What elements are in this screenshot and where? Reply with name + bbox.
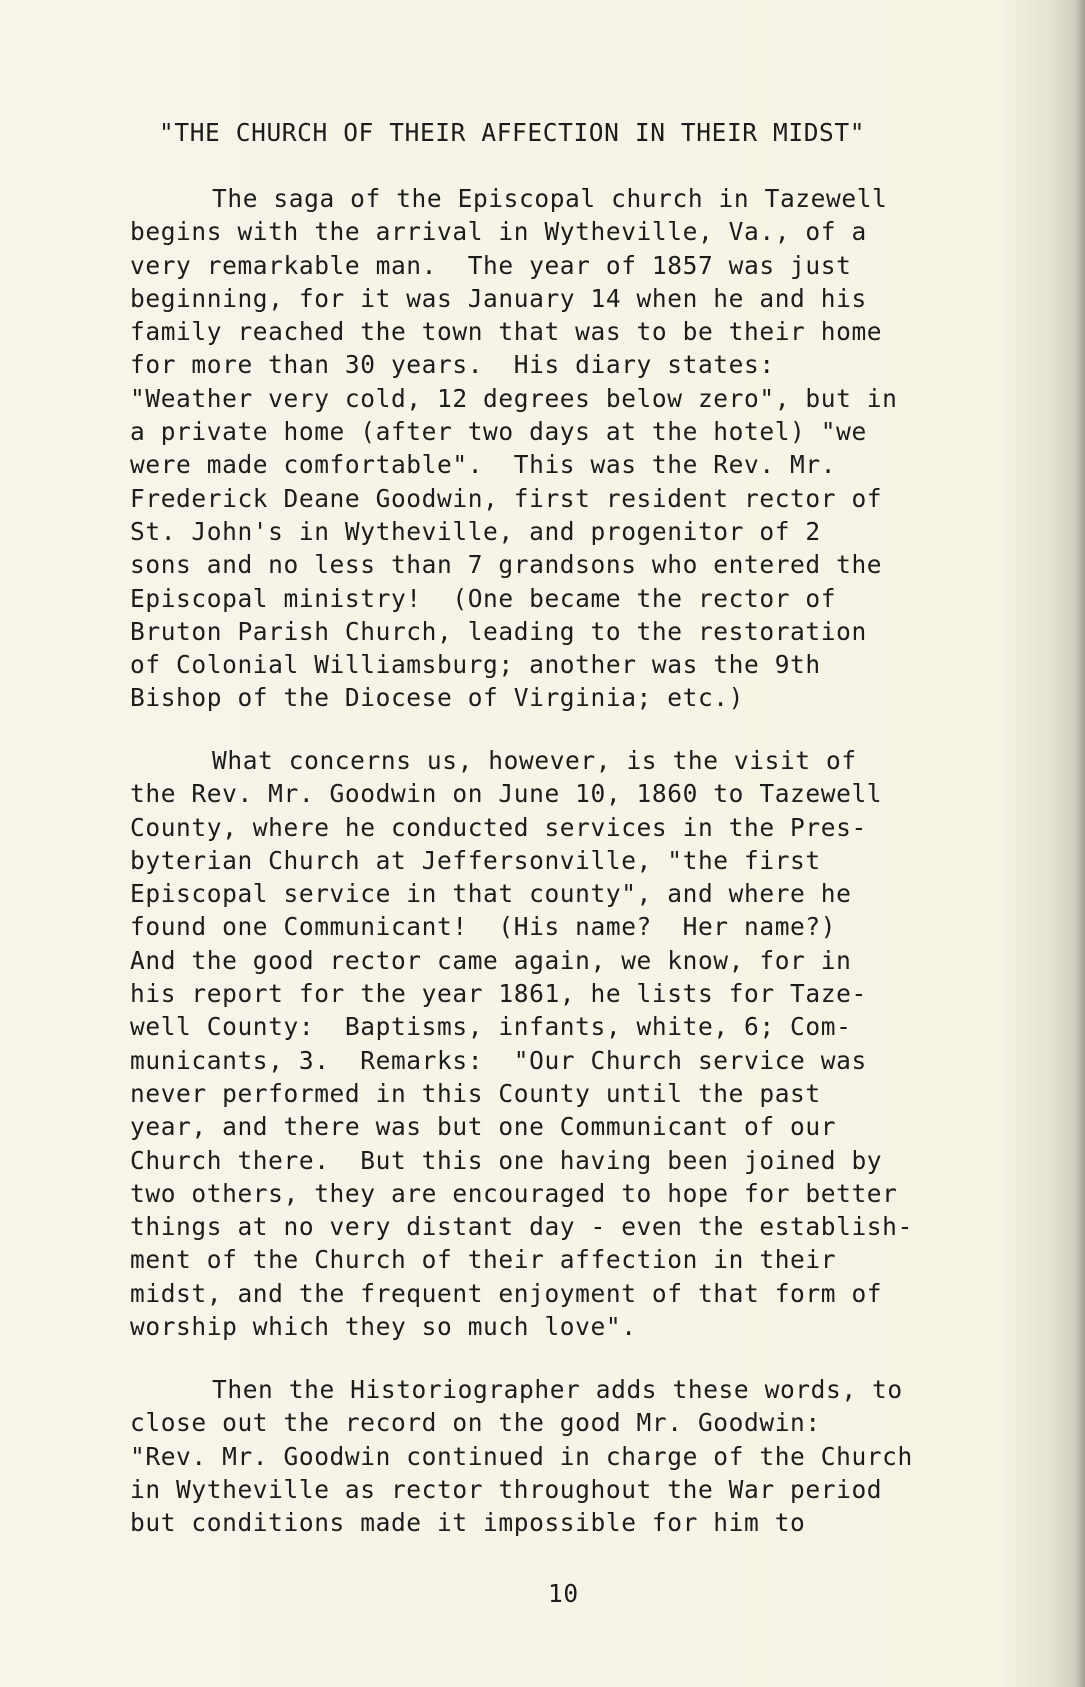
paragraph-line: of Colonial Williamsburg; another was the 9th <box>130 650 821 680</box>
paragraph-line: for more than 30 years. His diary states: <box>130 350 775 380</box>
paragraph-1 <box>130 182 898 715</box>
page-edge-shadow <box>1075 0 1085 1687</box>
page-title: "THE CHURCH OF THEIR AFFECTION IN THEIR MIDST" <box>159 118 866 147</box>
paragraph-line: never performed in this County until the past <box>130 1078 821 1108</box>
page-number: 10 <box>548 1579 579 1608</box>
paragraph-line: in Wytheville as rector throughout the War period <box>130 1474 883 1504</box>
paragraph-line: were made comfortable". This was the Rev. Mr. <box>130 450 837 480</box>
paragraph-line: his report for the year 1861, he lists for Taze- <box>130 979 867 1009</box>
paragraph-3 <box>130 1373 913 1539</box>
paragraph-line: worship which they so much love". <box>130 1312 637 1342</box>
paragraph-line: Episcopal service in that county", and where he <box>130 879 852 909</box>
paragraph-line: byterian Church at Jeffersonville, "the first <box>130 845 821 875</box>
paragraph-line: Church there. But this one having been joined by <box>130 1145 883 1175</box>
paragraph-line: year, and there was but one Communicant of our <box>130 1112 837 1142</box>
paragraph-line: the Rev. Mr. Goodwin on June 10, 1860 to Tazewell <box>130 779 883 809</box>
paragraph-line: Then the Historiographer adds these words, to <box>212 1375 903 1404</box>
paragraph-line: but conditions made it impossible for him to <box>130 1508 806 1538</box>
paragraph-line: municants, 3. Remarks: "Our Church service was <box>130 1045 867 1075</box>
paragraph-line: beginning, for it was January 14 when he and his <box>130 283 867 313</box>
paragraph-2 <box>130 744 913 1343</box>
paragraph-line: family reached the town that was to be their home <box>130 317 883 347</box>
paragraph-line: And the good rector came again, we know, for in <box>130 945 852 975</box>
paragraph-line: very remarkable man. The year of 1857 was just <box>130 250 852 280</box>
paragraph-line: "Weather very cold, 12 degrees below zero", but in <box>130 383 898 413</box>
paragraph-line: things at no very distant day - even the establish- <box>130 1212 913 1242</box>
paragraph-line: found one Communicant! (His name? Her name?) <box>130 912 837 942</box>
paragraph-line: ment of the Church of their affection in their <box>130 1245 837 1275</box>
paragraph-line: St. John's in Wytheville, and progenitor of 2 <box>130 516 821 546</box>
paragraph-line: County, where he conducted services in the Pres- <box>130 812 867 842</box>
paragraph-line: What concerns us, however, is the visit of <box>212 746 857 775</box>
paragraph-line: The saga of the Episcopal church in Tazewell <box>212 184 888 213</box>
paragraph-line: Episcopal ministry! (One became the rector of <box>130 583 837 613</box>
paragraph-line: well County: Baptisms, infants, white, 6; Com- <box>130 1012 852 1042</box>
paragraph-line: sons and no less than 7 grandsons who entered the <box>130 550 883 580</box>
paragraph-line: "Rev. Mr. Goodwin continued in charge of the Church <box>130 1441 913 1471</box>
paragraph-line: begins with the arrival in Wytheville, Va., of a <box>130 217 867 247</box>
paragraph-line: Bishop of the Diocese of Virginia; etc.) <box>130 683 745 713</box>
paragraph-line: Frederick Deane Goodwin, first resident rector of <box>130 483 883 513</box>
paragraph-line: close out the record on the good Mr. Goodwin: <box>130 1408 821 1438</box>
paragraph-line: two others, they are encouraged to hope for better <box>130 1178 898 1208</box>
paragraph-line: midst, and the frequent enjoyment of that form of <box>130 1278 883 1308</box>
paragraph-line: a private home (after two days at the hotel) "we <box>130 417 867 447</box>
paragraph-line: Bruton Parish Church, leading to the restoration <box>130 616 867 646</box>
